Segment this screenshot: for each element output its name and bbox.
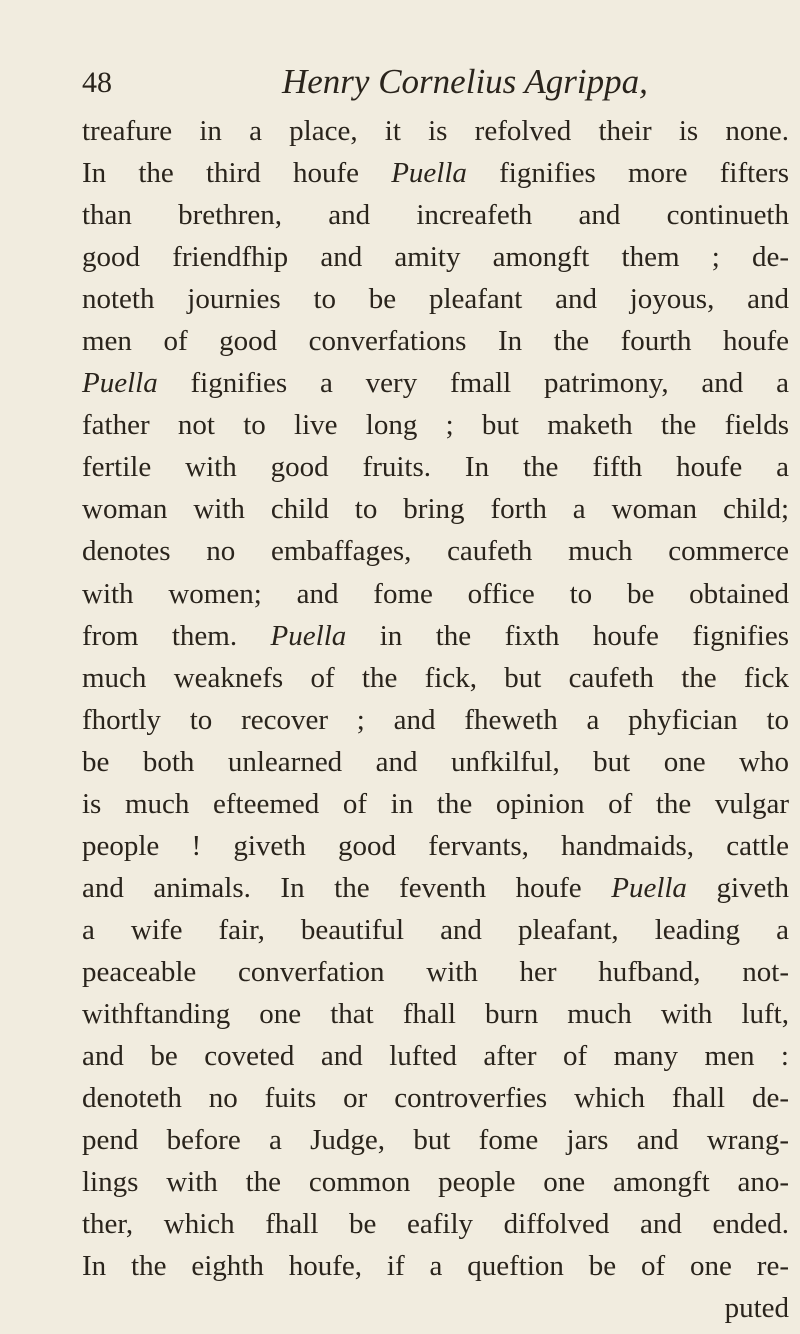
text-run: treafure in a place, it is refolved their is none. xyxy=(82,115,789,147)
text-line xyxy=(82,278,789,320)
text-line xyxy=(82,909,789,951)
text-run: much weaknefs of the fick, but caufeth the fick xyxy=(82,661,789,694)
text-line xyxy=(82,110,789,152)
text-line xyxy=(82,951,789,993)
text-run: than brethren, and increafeth and continueth xyxy=(82,199,789,232)
text-run: pend before a Judge, but fome jars and wrang- xyxy=(82,1124,789,1157)
text-line xyxy=(82,699,789,741)
text-line xyxy=(82,1287,789,1329)
italic-word: Puella xyxy=(391,157,467,190)
text-run: a wife fair, beautiful and pleafant, leading a xyxy=(82,913,789,946)
text-run: from them. xyxy=(82,619,271,652)
text-run: fignifies more fifters xyxy=(466,157,789,190)
text-line xyxy=(82,488,789,530)
text-run: In the third houfe xyxy=(82,157,392,190)
text-run: ther, which fhall be eafily diffolved and ended. xyxy=(82,1208,789,1241)
text-run: woman with child to bring forth a woman child; xyxy=(82,493,789,526)
text-line xyxy=(82,320,789,362)
text-run: fertile with good fruits. In the fifth houfe a xyxy=(82,451,789,484)
text-line xyxy=(82,783,789,825)
running-head xyxy=(82,62,782,106)
text-run: men of good converfations In the fourth houfe xyxy=(82,325,789,358)
text-run: denoteth no fuits or controverfies which fhall de- xyxy=(82,1082,789,1115)
text-line xyxy=(82,194,789,236)
text-run: fignifies a very fmall patrimony, and a xyxy=(157,367,789,400)
italic-word: Puella xyxy=(82,367,158,400)
text-line xyxy=(82,1077,789,1119)
italic-word: Puella xyxy=(270,619,347,652)
running-title: Henry Cornelius Agrippa, xyxy=(282,62,648,101)
text-run: and be coveted and lufted after of many men : xyxy=(82,1040,789,1073)
text-line xyxy=(82,362,789,404)
text-line xyxy=(82,1119,789,1161)
text-run: puted xyxy=(724,1292,789,1325)
text-run: people ! giveth good fervants, handmaids, cattle xyxy=(82,829,789,862)
text-run: father not to live long ; but maketh the fields xyxy=(82,409,789,442)
text-run: withftanding one that fhall burn much with luft, xyxy=(82,997,789,1030)
text-run: fhortly to recover ; and fheweth a phyfician to xyxy=(82,703,789,736)
text-line xyxy=(82,741,789,783)
page-number: 48 xyxy=(82,66,112,99)
text-run: denotes no embaffages, caufeth much commerce xyxy=(82,535,789,568)
text-run: with women; and fome office to be obtained xyxy=(82,577,789,610)
text-run: good friendfhip and amity amongft them ; de- xyxy=(82,241,789,274)
text-line xyxy=(82,152,789,194)
text-line xyxy=(82,657,789,699)
text-run: is much efteemed of in the opinion of the vulgar xyxy=(82,787,789,820)
text-line xyxy=(82,404,789,446)
text-run: be both unlearned and unfkilful, but one who xyxy=(82,745,789,778)
text-run: In the eighth houfe, if a queftion be of one re- xyxy=(82,1250,789,1283)
text-run: noteth journies to be pleafant and joyous, and xyxy=(82,283,789,316)
text-run: and animals. In the feventh houfe xyxy=(82,871,612,904)
text-run: peaceable converfation with her hufband, not- xyxy=(82,955,789,988)
text-line xyxy=(82,615,789,657)
text-run: lings with the common people one amongft ano- xyxy=(82,1166,789,1199)
body-text xyxy=(82,110,789,1329)
text-line xyxy=(82,993,789,1035)
text-line xyxy=(82,867,789,909)
text-line xyxy=(82,1161,789,1203)
text-run: in the fixth houfe fignifies xyxy=(346,619,790,652)
text-line xyxy=(82,236,789,278)
text-run: giveth xyxy=(686,871,789,904)
text-line xyxy=(82,1245,789,1287)
text-line xyxy=(82,446,789,488)
text-line xyxy=(82,1203,789,1245)
text-line xyxy=(82,825,789,867)
text-line xyxy=(82,573,789,615)
text-line xyxy=(82,530,789,572)
text-line xyxy=(82,1035,789,1077)
italic-word: Puella xyxy=(611,871,687,904)
